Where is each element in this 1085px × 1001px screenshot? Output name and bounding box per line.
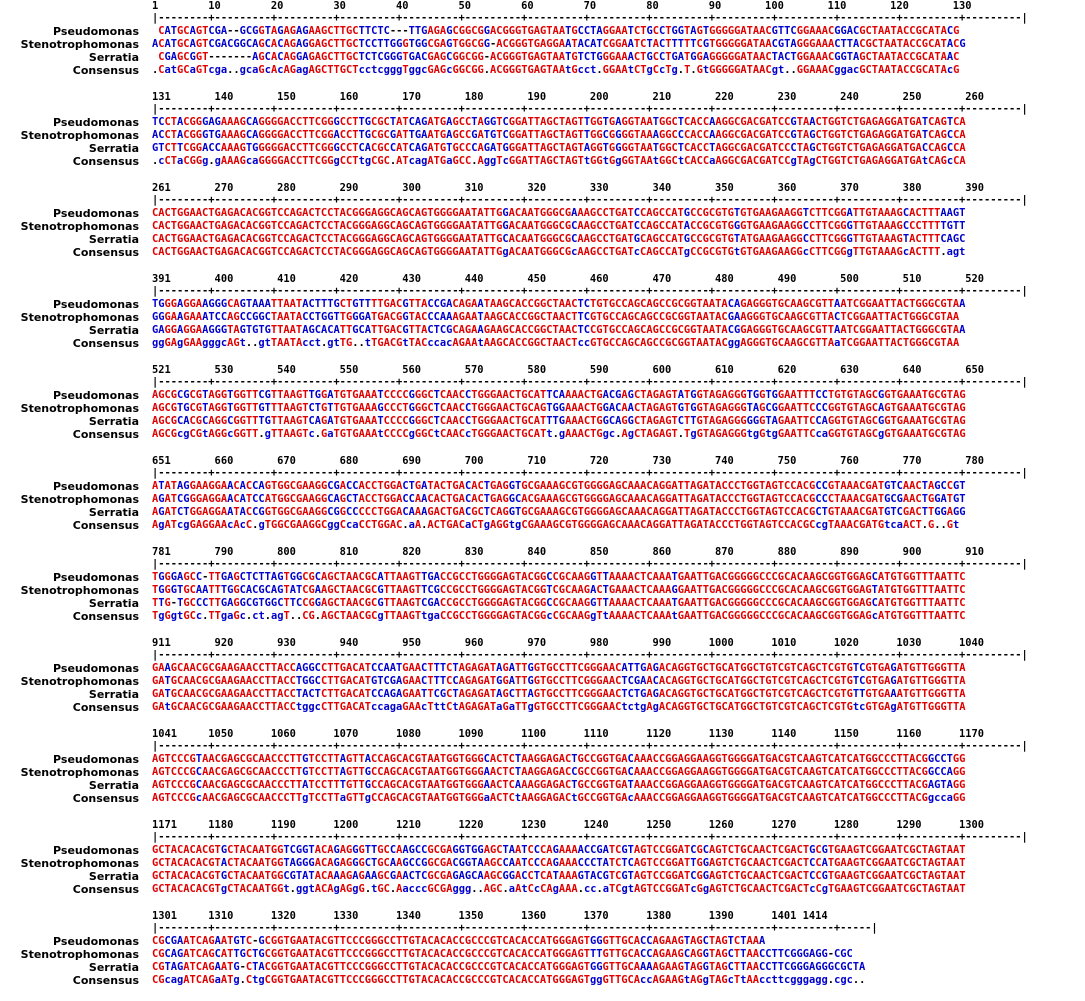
consensus-sequence: ggGAgGAAgggcAGt..gtTAATAcct.gtTG..tTGACGtTACccacAGAAtAAGCACCGGCTAACTccGTGCCAGCAGCCGCGGTAATACggAGGGTGCAAGCGTTAaTCGGAATTACTGGGCGTAA	[152, 337, 960, 349]
alignment-block	[0, 637, 1085, 727]
sequence-name: Pseudomonas	[53, 753, 139, 766]
sequence-row: AGCGCACGCAGGCGGTTTGTTAAGTCAGATGTGAAATCCCCGGGCTCAACCTGGGAACTGCATTTGAAACTGGCAGGCTAGAGTCTTGTAGAGGGGGGTAGAATTCCAGGTGTAGCGGTGAAATGCGTAG	[152, 415, 966, 427]
sequence-name: Serratia	[88, 688, 139, 701]
position-numbers: 911 920 930 940 950 960 970 980 990 1000 1010 1020 1030 1040	[152, 637, 985, 649]
consensus-sequence: GAtGCAACGCGAAGAACCTTACCtggcCTTGACATccagaGAAcTttCtAGAGATaGaTTgGTGCCTTCGGGAACtctgAgACAGGTGCTGCATGGCTGTCGTCAGCTCGTGtcGTGAgATGTTGGGTTA	[152, 701, 966, 713]
sequence-row: GATGCAACGCGAAGAACCTTACCTACTCTTGACATCCAGAGAATTCGCTAGAGATAGCTTAGTGCCTTCGGGAACTCTGAGACAGGTGCTGCATGGCTGTCGTCAGCTCGTGTTGTGAAATGTTGGGTTA	[152, 688, 966, 700]
sequence-row: CACTGGAACTGAGACACGGTCCAGACTCCTACGGGAGGCAGCAGTGGGGAATATTGGACAATGGGCGCAAGCCTGATCCAGCCATACCGCGTGGGTGAAGAAGGCCTTCGGGTTGTAAAGCCCTTTTGTT	[152, 220, 966, 232]
sequence-name: Consensus	[72, 337, 139, 350]
sequence-row: GATGCAACGCGAAGAACCTTACCTGGCCTTGACATGTCGAGAACTTTCCAGAGATGGATTGGTGCCTTCGGGAACTCGAACACAGGTGCTGCATGGCTGTCGTCAGCTCGTGTCGTGAGATGTTGGGTTA	[152, 675, 966, 687]
position-numbers: 651 660 670 680 690 700 710 720 730 740 750 760 770 780	[152, 455, 985, 467]
sequence-name: Pseudomonas	[53, 844, 139, 857]
position-numbers: 1301 1310 1320 1330 1340 1350 1360 1370 1380 1390 1401 1414	[152, 910, 828, 922]
sequence-name: Consensus	[72, 701, 139, 714]
sequence-name: Pseudomonas	[53, 480, 139, 493]
consensus-sequence: AGCGcgCGtAGGcGGTT.gTTAAGTc.GaTGTGAAAtCCCCgGGCtCAACcTGGGAACTGCATt.gAAACTGgc.AgCTAGAGT.TgGTAGAGGGtgGtgGAATTCcaGGTGTAGCgGTGAAATGCGTAG	[152, 428, 966, 440]
sequence-name: Pseudomonas	[53, 25, 139, 38]
sequence-row: TGGGTGCAATTTGGCACGCAGTATCGAAGCTAACGCGTTAAGTTCGCCGCCTGGGGAGTACGGTCGCAAGACTGAAACTCAAAGGAATTGACGGGGGCCCGCACAAGCGGTGGAGTATGTGGTTTAATTC	[152, 584, 966, 596]
position-ruler: |--------+---------+---------+---------+---------+---------+---------+---------+---------+---------+---------+---------+---------+---------|	[152, 103, 1028, 115]
alignment-block	[0, 182, 1085, 272]
sequence-name: Serratia	[88, 51, 139, 64]
sequence-name: Consensus	[72, 155, 139, 168]
position-ruler: |--------+---------+---------+---------+---------+---------+---------+---------+---------+---------+---------+---------+---------+---------|	[152, 194, 1028, 206]
position-ruler: |--------+---------+---------+---------+---------+---------+---------+---------+---------+---------+---------+---------+---------+---------|	[152, 740, 1028, 752]
sequence-row: AGTCCCGCAACGAGCGCAACCCTTATCCTTTGTTGCCAGCACGTAATGGTGGGAACTCAAAGGAGACTGCCGGTGATAAACCGGAGGAAGGTGGGGATGACGTCAAGTCATCATGGCCCTTACGAGTAGG	[152, 779, 966, 791]
sequence-name: Consensus	[72, 64, 139, 77]
sequence-name: Stenotrophomonas	[20, 493, 139, 506]
sequence-row: ACATGCAGTCGACGGCAGCACAGAGGAGCTTGCTCCTTGGGTGGCGAGTGGCGG-ACGGGTGAGGAATACATCGGAATCTACTTTTTCGTGGGGGATAACGTAGGGAAACTTACGCTAATACCGCATACG	[152, 38, 966, 50]
sequence-row: GCTACACACGTGCTACAATGGTCGGTACAGAGGGTTGCCAAGCCGCGAGGTGGAGCTAATCCCAGAAAACCGATCGTAGTCCGGATCGCAGTCTGCAACTCGACTGCGTGAAGTCGGAATCGCTAGTAAT	[152, 844, 966, 856]
sequence-name: Stenotrophomonas	[20, 948, 139, 961]
sequence-name: Stenotrophomonas	[20, 857, 139, 870]
sequence-row: GCTACACACGTACTACAATGGTAGGGACAGAGGGCTGCAAGCCGGCGACGGTAAGCCAATCCCAGAAACCCTATCTCAGTCCGGATTGGAGTCTGCAACTCGACTCCATGAAGTCGGAATCGCTAGTAAT	[152, 857, 966, 869]
position-ruler: |--------+---------+---------+---------+---------+---------+---------+---------+---------+---------+---------+---------+---------+---------|	[152, 649, 1028, 661]
position-numbers: 261 270 280 290 300 310 320 330 340 350 360 370 380 390	[152, 182, 985, 194]
consensus-sequence: CACTGGAACTGAGACACGGTCCAGACTCCTACGGGAGGCAGCAGTGGGGAATATTGgACAATGGGCGcAAGCCTGATcCAGCCATgCCGCGTGtGTGAAGAAGGcCTTCGGgTTGTAAAGcACTTT.agt	[152, 246, 966, 258]
consensus-sequence: CGcagATCAGaATg.CtgCGGTGAATACGTTCCCGGGCCTTGTACACACCGCCCGTCACACCATGGGAGTggGTTGCAccAGAAGtAGgTAGcTtAAccttcgggagg.cgc..	[152, 974, 866, 986]
position-ruler: |--------+---------+---------+---------+---------+---------+---------+---------+---------+---------+---------+---------+---------+---------|	[152, 376, 1028, 388]
sequence-name: Stenotrophomonas	[20, 38, 139, 51]
sequence-name: Pseudomonas	[53, 207, 139, 220]
alignment-block	[0, 91, 1085, 181]
alignment-block	[0, 546, 1085, 636]
sequence-name: Pseudomonas	[53, 298, 139, 311]
sequence-name: Serratia	[88, 870, 139, 883]
consensus-sequence: TgGgtGCc.TTgaGc.ct.agT..CG.AGCTAACGCgTTAAGTtgaCCGCCTGGGGAGTACGGcCGCAAGgTtAAAACTCAAAtGAATTGACGGGGGCCCGCACAAGCGGTGGAGcATGTGGTTTAATTC	[152, 610, 966, 622]
position-ruler: |--------+---------+---------+---------+---------+---------+---------+---------+---------+---------+---------+---------+---------+---------|	[152, 467, 1028, 479]
sequence-name: Pseudomonas	[53, 571, 139, 584]
sequence-row: TTG-TGCCCTTGAGGCGTGGCTTCCGGAGCTAACGCGTTAAGTCGACCGCCTGGGGAGTACGGCCGCAAGGTTAAAACTCAAATGAATTGACGGGGGCCCGCACAAGCGGTGGAGCATGTGGTTTAATTC	[152, 597, 966, 609]
sequence-name: Consensus	[72, 883, 139, 896]
sequence-name: Pseudomonas	[53, 389, 139, 402]
sequence-name: Pseudomonas	[53, 116, 139, 129]
sequence-row: TCCTACGGGAGAAAGCAGGGGACCTTCGGGCCTTGCGCTATCAGATGAGCCTAGGTCGGATTAGCTAGTTGGTGAGGTAATGGCTCACCAAGGCGACGATCCGTAACTGGTCTGAGAGGATGATCAGTCA	[152, 116, 966, 128]
sequence-row: AGCGCGCGTAGGTGGTTCGTTAAGTTGGATGTGAAATCCCCGGGCTCAACCTGGGAACTGCATTCAAAACTGACGAGCTAGAGTATGGTAGAGGGTGGTGGAATTTCCTGTGTAGCGGTGAAATGCGTAG	[152, 389, 966, 401]
alignment-block	[0, 728, 1085, 818]
sequence-name: Stenotrophomonas	[20, 675, 139, 688]
position-numbers: 1171 1180 1190 1200 1210 1220 1230 1240 1250 1260 1270 1280 1290 1300	[152, 819, 985, 831]
sequence-name: Serratia	[88, 779, 139, 792]
sequence-name: Stenotrophomonas	[20, 220, 139, 233]
sequence-row: CATGCAGTCGA--GCGGTAGAGAGAAGCTTGCTTCTC---TTGAGAGCGGCGGACGGGTGAGTAATGCCTAGGAATCTGCCTGGTAGTGGGGGATAACGTTCGGAAACGGACGCTAATACCGCATACG	[158, 25, 960, 37]
sequence-name: Stenotrophomonas	[20, 402, 139, 415]
sequence-row: TGGGAGGAAGGGCAGTAAATTAATACTTTGCTGTTTTGACGTTACCGACAGAATAAGCACCGGCTAACTCTGTGCCAGCAGCCGCGGTAATACAGAGGGTGCAAGCGTTAATCGGAATTACTGGGCGTAA	[152, 298, 966, 310]
alignment-block	[0, 273, 1085, 363]
sequence-name: Stenotrophomonas	[20, 129, 139, 142]
sequence-name: Serratia	[88, 597, 139, 610]
sequence-name: Consensus	[72, 519, 139, 532]
sequence-name: Serratia	[88, 233, 139, 246]
alignment-block	[0, 0, 1085, 90]
alignment-block	[0, 364, 1085, 454]
sequence-row: GAAGCAACGCGAAGAACCTTACCAGGCCTTGACATCCAATGAACTTTCTAGAGATAGATTGGTGCCTTCGGGAACATTGAGACAGGTGCTGCATGGCTGTCGTCAGCTCGTGTCGTGAGATGTTGGGTTA	[152, 662, 966, 674]
sequence-name: Stenotrophomonas	[20, 584, 139, 597]
sequence-name: Serratia	[88, 506, 139, 519]
sequence-row: ACCTACGGGTGAAAGCAGGGGACCTTCGGACCTTGCGCGATTGAATGAGCCGATGTCGGATTAGCTAGTTGGCGGGGTAAAGGCCCACCAAGGCGACGATCCGTAGCTGGTCTGAGAGGATGATCAGCCA	[152, 129, 966, 141]
sequence-row: AGATCTGGAGGAATACCGGTGGCGAAGGCGGCCCCCTGGACAAAGACTGACGCTCAGGTGCGAAAGCGTGGGGAGCAAACAGGATTAGATACCCTGGTAGTCCACGCTGTAAACGATGTCGACTTGGAGG	[152, 506, 966, 518]
sequence-row: GCTACACACGTGCTACAATGGCGTATACAAAGAGAAGCGAACTCGCGAGAGCAAGCGGACCTCATAAAGTACGTCGTAGTCCGGATCGGAGTCTGCAACTCGACTCCGTGAAGTCGGAATCGCTAGTAAT	[152, 870, 966, 882]
sequence-row: CACTGGAACTGAGACACGGTCCAGACTCCTACGGGAGGCAGCAGTGGGGAATATTGCACAATGGGCGCAAGCCTGATGCAGCCATGCCGCGTGTATGAAGAAGGCCTTCGGGTTGTAAAGTACTTTCAGC	[152, 233, 966, 245]
sequence-row: AGATCGGGAGGAACATCCATGGCGAAGGCAGCTACCTGGACCAACACTGACACTGAGGCACGAAAGCGTGGGGAGCAAACAGGATTAGATACCCTGGTAGTCCACGCCCTAAACGATGCGAACTGGATGT	[152, 493, 966, 505]
alignment-block	[0, 455, 1085, 545]
sequence-row: CACTGGAACTGAGACACGGTCCAGACTCCTACGGGAGGCAGCAGTGGGGAATATTGGACAATGGGCGAAAGCCTGATCCAGCCATGCCGCGTGTGTGAAGAAGGTCTTCGGATTGTAAAGCACTTTAAGT	[152, 207, 966, 219]
sequence-name: Stenotrophomonas	[20, 766, 139, 779]
sequence-row: CGTAGATCAGAATG-CTACGGTGAATACGTTCCCGGGCCTTGTACACACCGCCCGTCACACCATGGGAGTGGGTTGCAAAAGAAGTAGGTAGCTTAACCTTCGGGAGGGCGCTA	[152, 961, 866, 973]
consensus-sequence: GCTACACACGTgCTACAATGGt.ggtACAgAGgG.tGC.AacccGCGAggg..AGC.aAtCcCAgAAA.cc.aTCgtAGTCCGGATcGgAGTCTGCAACTCGACTcCgTGAAGTCGGAATCGCTAGTAAT	[152, 883, 966, 895]
sequence-name: Serratia	[88, 961, 139, 974]
position-numbers: 1041 1050 1060 1070 1080 1090 1100 1110 1120 1130 1140 1150 1160 1170	[152, 728, 985, 740]
sequence-name: Pseudomonas	[53, 662, 139, 675]
position-ruler: |--------+---------+---------+---------+---------+---------+---------+---------+---------+---------+---------+---------+---------+---------|	[152, 12, 1028, 24]
position-ruler: |--------+---------+---------+---------+---------+---------+---------+---------+---------+---------+---------+---------+---------+---------|	[152, 831, 1028, 843]
position-ruler: |--------+---------+---------+---------+---------+---------+---------+---------+---------+---------+---------+-----|	[152, 922, 878, 934]
sequence-row: TGGGAGCC-TTGAGCTCTTAGTGGCGCAGCTAACGCATTAAGTTGACCGCCTGGGGAGTACGGCCGCAAGGTTAAAACTCAAATGAATTGACGGGGGCCCGCACAAGCGGTGGAGCATGTGGTTTAATTC	[152, 571, 966, 583]
sequence-row: ATATAGGAAGGAACACCAGTGGCGAAGGCGACCACCTGGACTGATACTGACACTGAGGTGCGAAAGCGTGGGGAGCAAACAGGATTAGATACCCTGGTAGTCCACGCCGTAAACGATGTCAACTAGCCGT	[152, 480, 966, 492]
sequence-name: Stenotrophomonas	[20, 311, 139, 324]
sequence-row: CGCAGATCAGCATTGCTGCGGTGAATACGTTCCCGGGCCTTGTACACACCGCCCGTCACACCATGGGAGTTTGTTGCACCAGAAGCAGGTAGCTTAACCTTCGGGAGG-CGC	[152, 948, 853, 960]
alignment-block	[0, 819, 1085, 909]
position-ruler: |--------+---------+---------+---------+---------+---------+---------+---------+---------+---------+---------+---------+---------+---------|	[152, 558, 1028, 570]
sequence-row: GAGGAGGAAGGGTAGTGTGTTAATAGCACATTGCATTGACGTTACTCGCAGAAGAAGCACCGGCTAACTCCGTGCCAGCAGCCGCGGTAATACGGAGGGTGCAAGCGTTAATCGGAATTACTGGGCGTAA	[152, 324, 966, 336]
position-numbers: 1 10 20 30 40 50 60 70 80 90 100 110 120 130	[152, 0, 972, 12]
consensus-sequence: AgATcgGAGGAAcAcC.gTGGCGAAGGCggCcaCCTGGAC.aA.ACTGACaCTgAGGtgCGAAAGCGTGGGGAGCAAACAGGATTAGATACCCTGGTAGTCCACGCcgTAAACGATGtcaACT.G..Gt	[152, 519, 960, 531]
sequence-name: Consensus	[72, 792, 139, 805]
sequence-row: CGAGCGGT-------AGCACAGGAGAGCTTGCTCTCGGGTGACGAGCGGCGG-ACGGGTGAGTAATGTCTGGGAAACTGCCTGATGGAGGGGGATAACTACTGGAAACGGTAGCTAATACCGCATAAC	[158, 51, 960, 63]
consensus-sequence: .CatGCaGTcga..gcaGcAcAGagAGCTTGCTcctcgggTggcGAGcGGCGG.ACGGGTGAGTAAtGcct.GGAAtCTgCcTg.T.GtGGGGGATAACgt..GGAAACggacGCTAATACCGCATAcG	[152, 64, 960, 76]
sequence-row: AGTCCCGTAACGAGCGCAACCCTTGTCCTTAGTTACCAGCACGTAATGGTGGGCACTCTAAGGAGACTGCCGGTGACAAACCGGAGGAAGGTGGGGATGACGTCAAGTCATCATGGCCCTTACGGCCTGG	[152, 753, 966, 765]
sequence-row: AGTCCCGCAACGAGCGCAACCCTTGTCCTTAGTTGCCAGCACGTAATGGTGGGAACTCTAAGGAGACCGCCGGTGACAAACCGGAGGAAGGTGGGGATGACGTCAAGTCATCATGGCCCTTACGGCCAGG	[152, 766, 966, 778]
sequence-row: CGCGAATCAGAATGTC-GCGGTGAATACGTTCCCGGGCCTTGTACACACCGCCCGTCACACCATGGGAGTGGGTTGCACCAGAAGTAGCTAGTCTAAA	[152, 935, 766, 947]
position-numbers: 391 400 410 420 430 440 450 460 470 480 490 500 510 520	[152, 273, 985, 285]
consensus-sequence: .cCTaCGGg.gAAAGcaGGGGACCTTCGGgCCTtgCGC.ATcagATGaGCC.AggTcGGATTAGCTAGTtGGtGgGGTAAtGGCtCACCaAGGCGACGATCCgTAgCTGGTCTGAGAGGATGAtCAGcCA	[152, 155, 966, 167]
position-numbers: 131 140 150 160 170 180 190 200 210 220 230 240 250 260	[152, 91, 985, 103]
sequence-name: Serratia	[88, 415, 139, 428]
sequence-row: GGGAAGAAATCCAGCCGGCTAATACCTGGTTGGGATGACGGTACCCAAAGAATAAGCACCGGCTAACTTCGTGCCAGCAGCCGCGGTAATACGAAGGGTGCAAGCGTTACTCGGAATTACTGGGCGTAA	[152, 311, 960, 323]
sequence-row: AGCGTGCGTAGGTGGTTGTTTAAGTCTGTTGTGAAAGCCCTGGGCTCAACCTGGGAACTGCAGTGGAAACTGGACAACTAGAGTGTGGTAGAGGGTAGCGGAATTCCCGGTGTAGCAGTGAAATGCGTAG	[152, 402, 966, 414]
position-numbers: 521 530 540 550 560 570 580 590 600 610 620 630 640 650	[152, 364, 985, 376]
position-numbers: 781 790 800 810 820 830 840 850 860 870 880 890 900 910	[152, 546, 985, 558]
alignment-block	[0, 910, 1085, 1000]
sequence-row: GTCTTCGGACCAAAGTGGGGGACCTTCGGGCCTCACGCCATCAGATGTGCCCAGATGGGATTAGCTAGTAGGTGGGGTAATGGCTCACCTAGGCGACGATCCCTAGCTGGTCTGAGAGGATGACCAGCCA	[152, 142, 966, 154]
sequence-name: Consensus	[72, 974, 139, 987]
position-ruler: |--------+---------+---------+---------+---------+---------+---------+---------+---------+---------+---------+---------+---------+---------|	[152, 285, 1028, 297]
consensus-sequence: AGTCCCGcAACGAGCGCAACCCTTgTCCTTaGTTgCCAGCACGTAATGGTGGGaACTCtAAGGAGACtGCCGGTGAcAAACCGGAGGAAGGTGGGGATGACGTCAAGTCATCATGGCCCTTACGgccaGG	[152, 792, 966, 804]
sequence-name: Serratia	[88, 142, 139, 155]
sequence-name: Pseudomonas	[53, 935, 139, 948]
sequence-name: Consensus	[72, 246, 139, 259]
sequence-name: Serratia	[88, 324, 139, 337]
sequence-name: Consensus	[72, 428, 139, 441]
sequence-name: Consensus	[72, 610, 139, 623]
